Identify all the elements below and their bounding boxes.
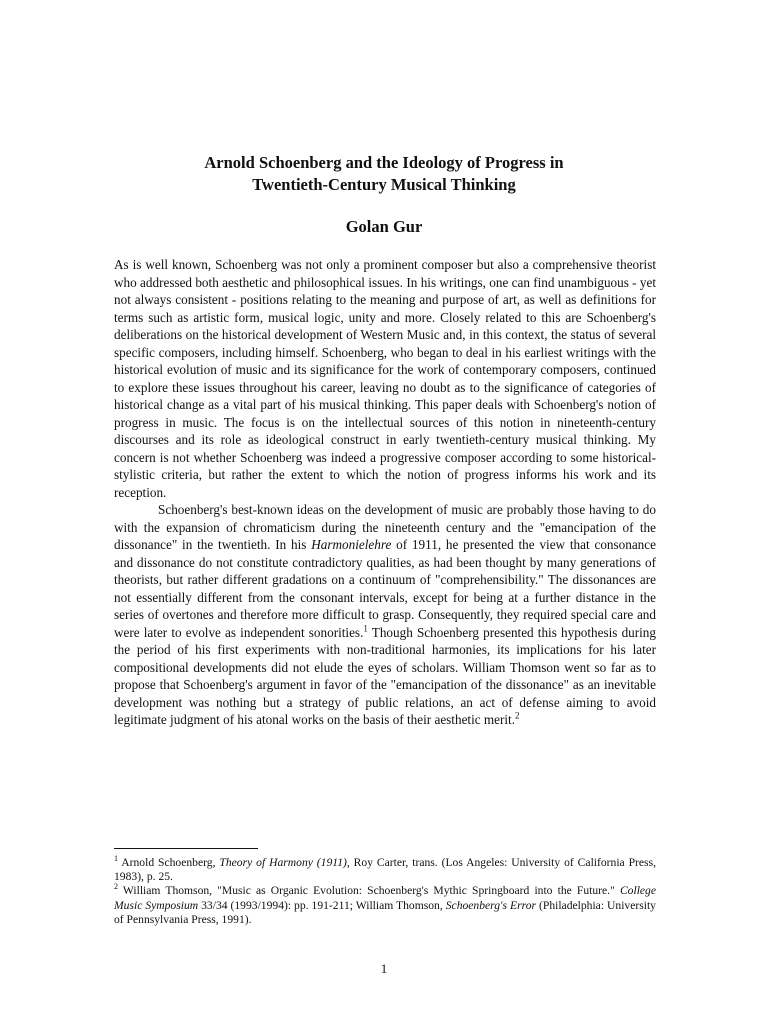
paper-title — [0, 152, 768, 196]
footnote-ref-1: 1 — [363, 623, 368, 634]
footnote-divider — [114, 848, 258, 849]
footnote-2-journal-title: College Music Symposium — [114, 884, 656, 912]
paragraph-2-text-c: Though Schoenberg presented this hypothesis during the period of his first experiments with non-traditional harmonies, its implications for his later compositional developments did not elude the eyes of scholars. William Thomson went so far as to propose that Schoenberg's argument in favor of the "emancipation of the dissonance" as an inevitable development was nothing but a strategy of public relations, an act of defense aiming to avoid legitimate judgment of his atonal works on the basis of their aesthetic merit. — [114, 624, 656, 727]
paragraph-2-text-a: Schoenberg's best-known ideas on the development of music are probably those having to do with the expansion of chromaticism during the nineteenth century and the "emancipation of the dissonance" in the twentieth. In his — [114, 502, 656, 552]
footnote-ref-2: 2 — [515, 710, 520, 721]
footnote-1-text-b: Roy Carter, trans. (Los Angeles: University of California Press, 1983), p. 25. — [114, 856, 656, 884]
body-text — [114, 256, 656, 729]
paragraph-1: As is well known, Schoenberg was not only a prominent composer but also a comprehensive theorist who addressed both aesthetic and philosophical issues. In his writings, one can find unambiguous - yet not always consistent - positions relating to the meaning and purpose of art, as well as definitions for terms such as artistic form, musical logic, unity and more. Closely related to this are Schoenberg's deliberations on the historical development of Western Music and, in this context, the status of several specific composers, including himself. Schoenberg, who began to deal in his earliest writings with the historical evolution of music and its significance for the work of contemporary composers, continued to explore these issues throughout his career, leaving no doubt as to the significance of categories of historical change as a vital part of his musical thinking. This paper deals with Schoenberg's notion of progress in music. The focus is on the intellectual sources of this notion in nineteenth-century discourses and its role as ideological construct in early twentieth-century musical thinking. My concern is not whether Schoenberg was indeed a progressive composer according to some historical-stylistic criteria, but rather the extent to which the notion of progress informs his work and its reception. — [114, 257, 656, 500]
author-name: Golan Gur — [345, 217, 423, 236]
footnote-1-mark: 1 — [114, 854, 118, 864]
footnote-2-text-a: William Thomson, "Music as Organic Evolution: Schoenberg's Mythic Springboard into the Future." — [118, 884, 620, 898]
footnote-1 — [114, 856, 656, 884]
paper-title-line-1: Arnold Schoenberg and the Ideology of Progress in — [204, 153, 564, 172]
footnote-1-text-a: Arnold Schoenberg, — [118, 856, 220, 869]
footnote-1-book-title: Theory of Harmony (1911), — [219, 856, 350, 869]
harmonielehre-title: Harmonielehre — [311, 537, 392, 552]
footnote-2-text-c: (Philadelphia: University of Pennsylvania Press, 1991). — [114, 898, 656, 926]
footnotes — [114, 856, 656, 927]
paragraph-2 — [114, 501, 656, 729]
footnote-2 — [114, 884, 656, 927]
footnote-2-text-b: 33/34 (1993/1994): pp. 191-211; William Thomson, — [198, 898, 446, 912]
footnote-2-book-title: Schoenberg's Error — [445, 898, 537, 912]
footnote-2-mark: 2 — [114, 882, 118, 892]
paragraph-2-text-b: of 1911, he presented the view that consonance and dissonance do not constitute contradictory qualities, as had been thought by many generations of theorists, but rather different gradations on a continuum of "comprehensibility." The dissonances are not essentially different from the consonant intervals, except for being at a further distance in the series of overtones and therefore more difficult to grasp. Consequently, they required special care and were later to evolve as independent sonorities. — [114, 537, 656, 640]
page-number: 1 — [380, 961, 388, 976]
paper-title-line-2: Twentieth-Century Musical Thinking — [252, 175, 516, 194]
